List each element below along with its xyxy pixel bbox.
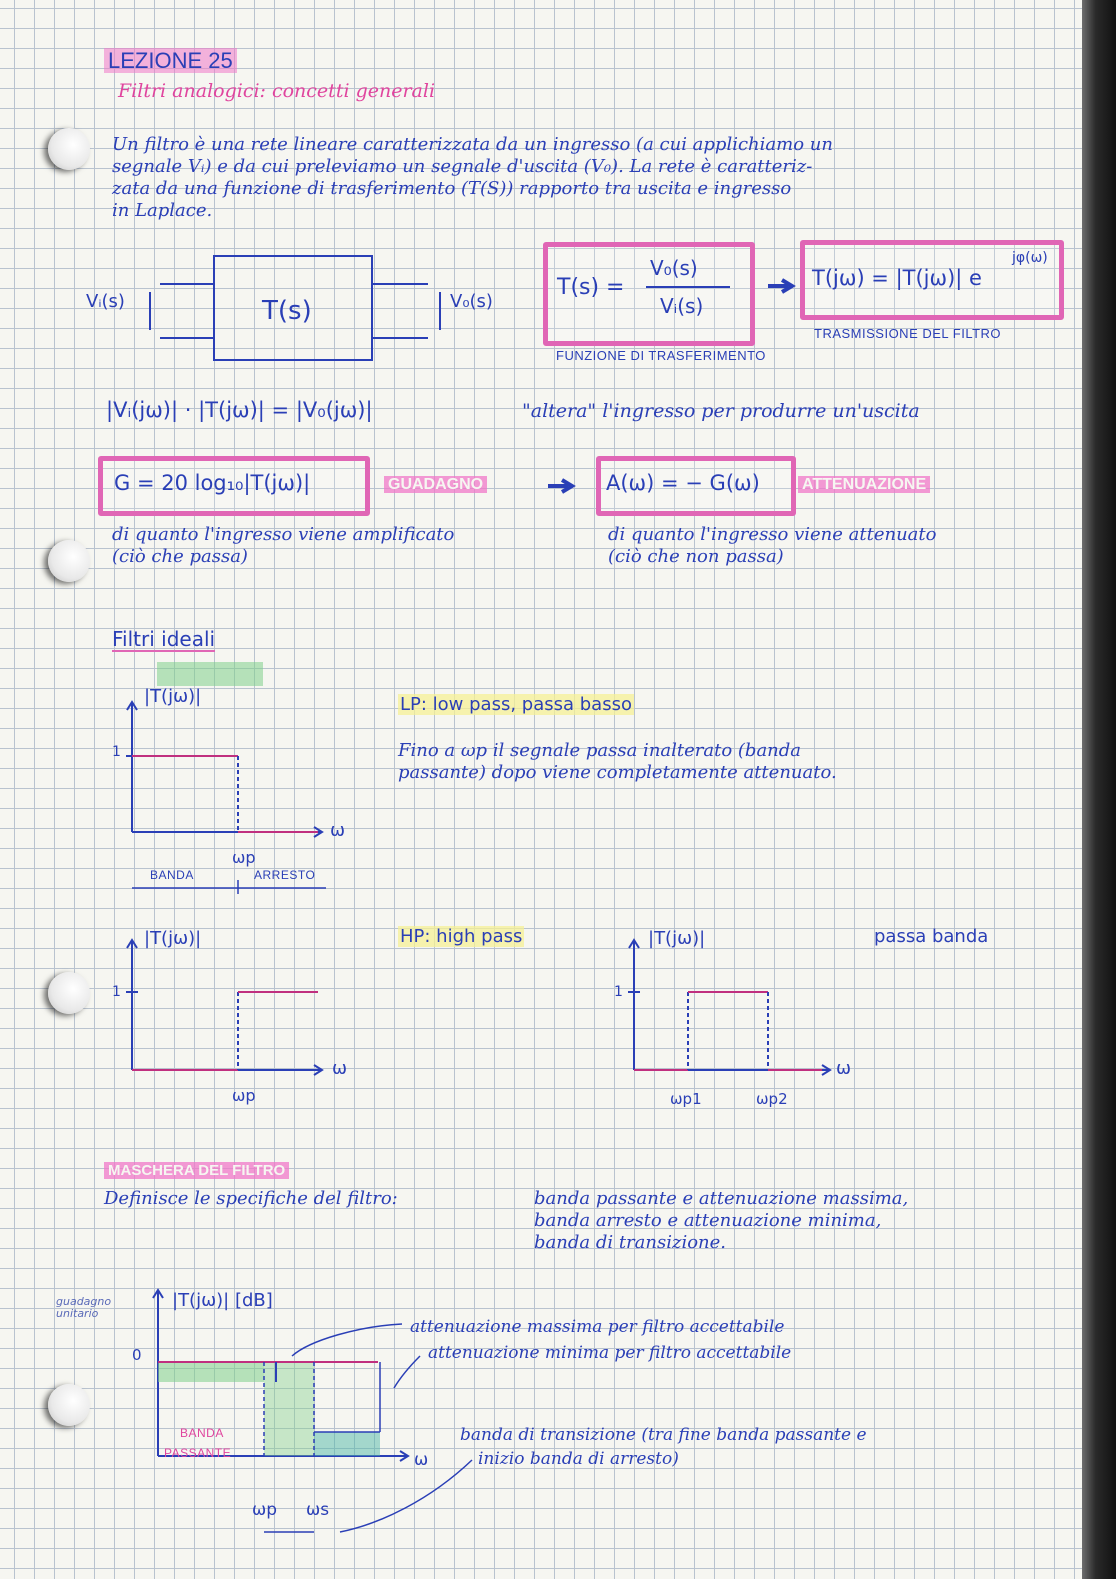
right-arrow — [548, 480, 572, 492]
mask-wp-label: ωp — [252, 1500, 278, 1520]
page-title: Filtri analogici: concetti generali — [118, 80, 436, 102]
transmission-caption: TRASMISSIONE DEL FILTRO — [814, 326, 1002, 341]
lp-desc-line: passante) dopo viene completamente attenuato. — [398, 762, 837, 783]
intro-line: segnale Vᵢ) e da cui preleviamo un segnale d'uscita (V₀). La rete è caratteriz- — [112, 156, 813, 177]
transfer-numerator: V₀(s) — [650, 256, 698, 280]
gain-description — [112, 524, 454, 568]
lp-wp-label: ωp — [232, 848, 256, 867]
hp-title — [398, 926, 524, 948]
transition-note-2: inizio banda di arresto) — [478, 1449, 679, 1469]
passband-tolerance-region — [158, 1362, 264, 1382]
attenuation-label-text: ATTENUAZIONE — [798, 476, 930, 493]
transfer-lhs: T(s) = — [557, 275, 625, 300]
gain-label-text: GUADAGNO — [384, 476, 487, 493]
hp-ylabel: |T(jω)| — [144, 928, 202, 949]
lp-ylabel: |T(jω)| — [144, 686, 202, 707]
bp-wp2-label: ωp2 — [756, 1090, 788, 1108]
bp-w-label: ω — [836, 1058, 852, 1079]
plot-highpass — [126, 940, 322, 1075]
lp-description — [398, 740, 837, 784]
mask-ylabel: |T(jω)| [dB] — [172, 1290, 273, 1311]
banda-label: BANDA — [150, 868, 194, 882]
gain-formula: G = 20 log₁₀|T(jω)| — [114, 471, 311, 495]
right-arrow — [768, 280, 792, 292]
plot-bandpass — [628, 940, 830, 1075]
bp-wp1-label: ωp1 — [670, 1090, 702, 1108]
fraction-bar — [646, 286, 730, 288]
max-atten-pointer — [292, 1324, 402, 1356]
mask-definition: Definisce le specifiche del filtro: — [104, 1188, 398, 1209]
lp-one-label: 1 — [112, 744, 121, 760]
note-max-attenuation: attenuazione massima per filtro accettabile — [410, 1317, 785, 1337]
transmission-formula: T(jω) = |T(jω)| e — [812, 266, 982, 290]
stopband-region — [314, 1432, 380, 1456]
gain-desc-line: (ciò che passa) — [112, 546, 248, 567]
lesson-number: LEZIONE 25 — [104, 48, 237, 74]
lp-title-text: LP: low pass, passa basso — [400, 694, 632, 715]
hp-one-label: 1 — [112, 984, 121, 1000]
bp-title: passa banda — [874, 926, 989, 947]
block-transfer-label: T(s) — [262, 296, 312, 326]
attenuation-formula: A(ω) = − G(ω) — [606, 471, 760, 495]
lp-w-label: ω — [330, 820, 346, 841]
intro-line: in Laplace. — [112, 200, 213, 221]
transition-region — [264, 1362, 314, 1456]
ideal-filters-heading: Filtri ideali — [112, 627, 216, 651]
atten-desc-line: di quanto l'ingresso viene attenuato — [608, 524, 937, 545]
min-atten-pointer — [394, 1356, 420, 1388]
arresto-label: ARRESTO — [254, 868, 316, 882]
attenuation-description — [608, 524, 936, 568]
mask-spec-list — [534, 1188, 908, 1254]
mask-spec-line: banda di transizione. — [534, 1232, 727, 1253]
mask-w-label: ω — [414, 1450, 429, 1470]
mask-title — [104, 1160, 289, 1179]
phase-exponent: jφ(ω) — [1012, 250, 1048, 266]
gain-desc-line: di quanto l'ingresso viene amplificato — [112, 524, 455, 545]
modulus-equation: |Vᵢ(jω)| · |T(jω)| = |V₀(jω)| — [106, 398, 373, 422]
output-voltage-label: V₀(s) — [450, 291, 493, 312]
mask-title-text: MASCHERA DEL FILTRO — [104, 1162, 289, 1179]
intro-line: Un filtro è una rete lineare caratterizzata da un ingresso (a cui applichiamo un — [112, 134, 833, 155]
filter-mask-plot — [157, 662, 263, 686]
transition-pointer — [340, 1460, 472, 1532]
input-voltage-label: Vᵢ(s) — [86, 291, 125, 312]
hp-wp-label: ωp — [232, 1086, 256, 1105]
atten-desc-line: (ciò che non passa) — [608, 546, 784, 567]
bp-one-label: 1 — [614, 984, 623, 1000]
alters-note: "altera" l'ingresso per produrre un'uscita — [522, 400, 920, 422]
transfer-denominator: Vᵢ(s) — [660, 294, 704, 318]
mask-spec-line: banda passante e attenuazione massima, — [534, 1188, 909, 1209]
hp-title-text: HP: high pass — [400, 926, 523, 947]
lp-title — [398, 694, 634, 716]
unity-gain-note: guadagno unitario — [56, 1295, 112, 1320]
transition-note-1: banda di transizione (tra fine banda passante e — [460, 1425, 867, 1445]
passband-region — [157, 662, 263, 686]
mask-zero-label: 0 — [132, 1346, 142, 1364]
gain-label — [384, 474, 487, 494]
plot-lowpass — [126, 702, 326, 894]
bp-ylabel: |T(jω)| — [648, 928, 706, 949]
mask-ws-label: ωs — [306, 1500, 330, 1520]
passband-label-1: BANDA — [180, 1426, 224, 1440]
attenuation-label — [798, 474, 930, 494]
note-min-attenuation: attenuazione minima per filtro accettabile — [428, 1343, 792, 1363]
lp-desc-line: Fino a ωp il segnale passa inalterato (banda — [398, 740, 802, 761]
intro-line: zata da una funzione di trasferimento (T(S)) rapporto tra uscita e ingresso — [112, 178, 792, 199]
mask-spec-line: banda arresto e attenuazione minima, — [534, 1210, 882, 1231]
hp-w-label: ω — [332, 1058, 348, 1079]
passband-label-2: PASSANTE — [164, 1446, 232, 1460]
transfer-caption: FUNZIONE DI TRASFERIMENTO — [556, 348, 766, 363]
